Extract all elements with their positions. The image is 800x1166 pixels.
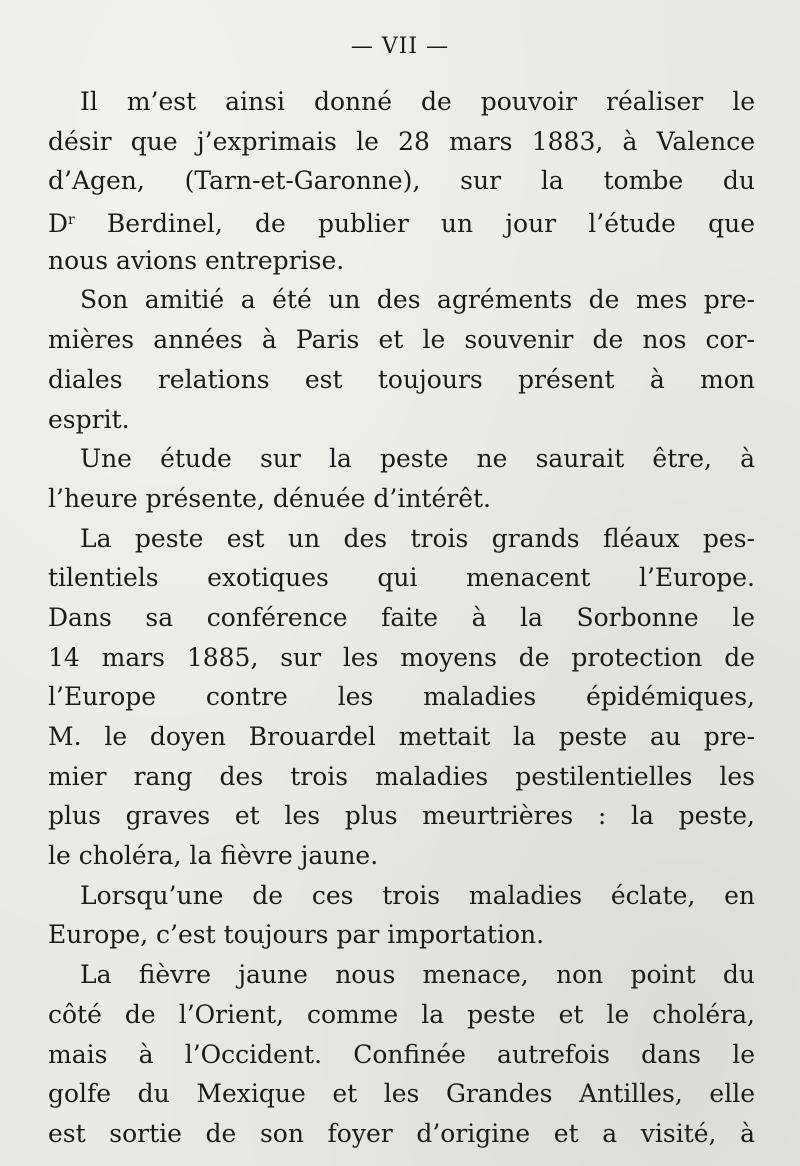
text-line: Il m’est ainsi donné de pouvoir réaliser le	[80, 87, 755, 116]
text-line: le choléra, la fièvre jaune.	[48, 841, 379, 871]
body-text	[48, 82, 755, 1154]
text-line: Lorsqu’une de ces trois maladies éclate, en	[80, 880, 755, 910]
text-line: La fièvre jaune nous menace, non point du	[80, 960, 755, 990]
text-line: mier rang des trois maladies pestilentielles les	[48, 761, 755, 791]
text-line: côté de l’Orient, comme la peste et le choléra,	[48, 999, 755, 1029]
text-line: mais à l’Occident. Confinée autrefois dans le	[48, 1039, 755, 1069]
text-line: M. le doyen Brouardel mettait la peste au pre-	[48, 722, 755, 751]
text-line	[48, 201, 755, 241]
page-number: — VII —	[350, 34, 450, 59]
text-line: golfe du Mexique et les Grandes Antilles, elle	[48, 1079, 755, 1109]
abbreviation-superscript: r	[68, 212, 75, 229]
text-line: l’heure présente, dénuée d’intérêt.	[48, 483, 492, 513]
text-line: l’Europe contre les maladies épidémiques,	[48, 682, 755, 712]
text-line-content: Berdinel, de publier un jour l’étude que	[106, 209, 756, 239]
text-line: Dans sa conférence faite à la Sorbonne le	[48, 602, 755, 632]
abbreviation: D	[48, 209, 69, 239]
text-line: diales relations est toujours présent à mon	[48, 364, 755, 394]
text-line: est sortie de son foyer d’origine et a visité, à	[48, 1118, 755, 1148]
text-line: La peste est un des trois grands fléaux pes-	[80, 523, 755, 553]
text-line: nous avions entreprise.	[48, 245, 345, 275]
text-line: désir que j’exprimais le 28 mars 1883, à Valence	[48, 126, 755, 156]
text-line: Une étude sur la peste ne saurait être, à	[80, 444, 755, 474]
text-line: tilentiels exotiques qui menacent l’Europe.	[48, 563, 755, 593]
text-line: plus graves et les plus meurtrières : la peste,	[48, 801, 755, 831]
text-line: 14 mars 1885, sur les moyens de protection de	[48, 642, 755, 672]
text-line: esprit.	[48, 404, 130, 434]
text-line: mières années à Paris et le souvenir de nos cor-	[48, 325, 755, 355]
text-line: d’Agen, (Tarn-et-Garonne), sur la tombe du	[48, 166, 755, 196]
text-line: Europe, c’est toujours par importation.	[48, 920, 545, 950]
text-line: Son amitié a été un des agréments de mes pre-	[80, 285, 755, 315]
